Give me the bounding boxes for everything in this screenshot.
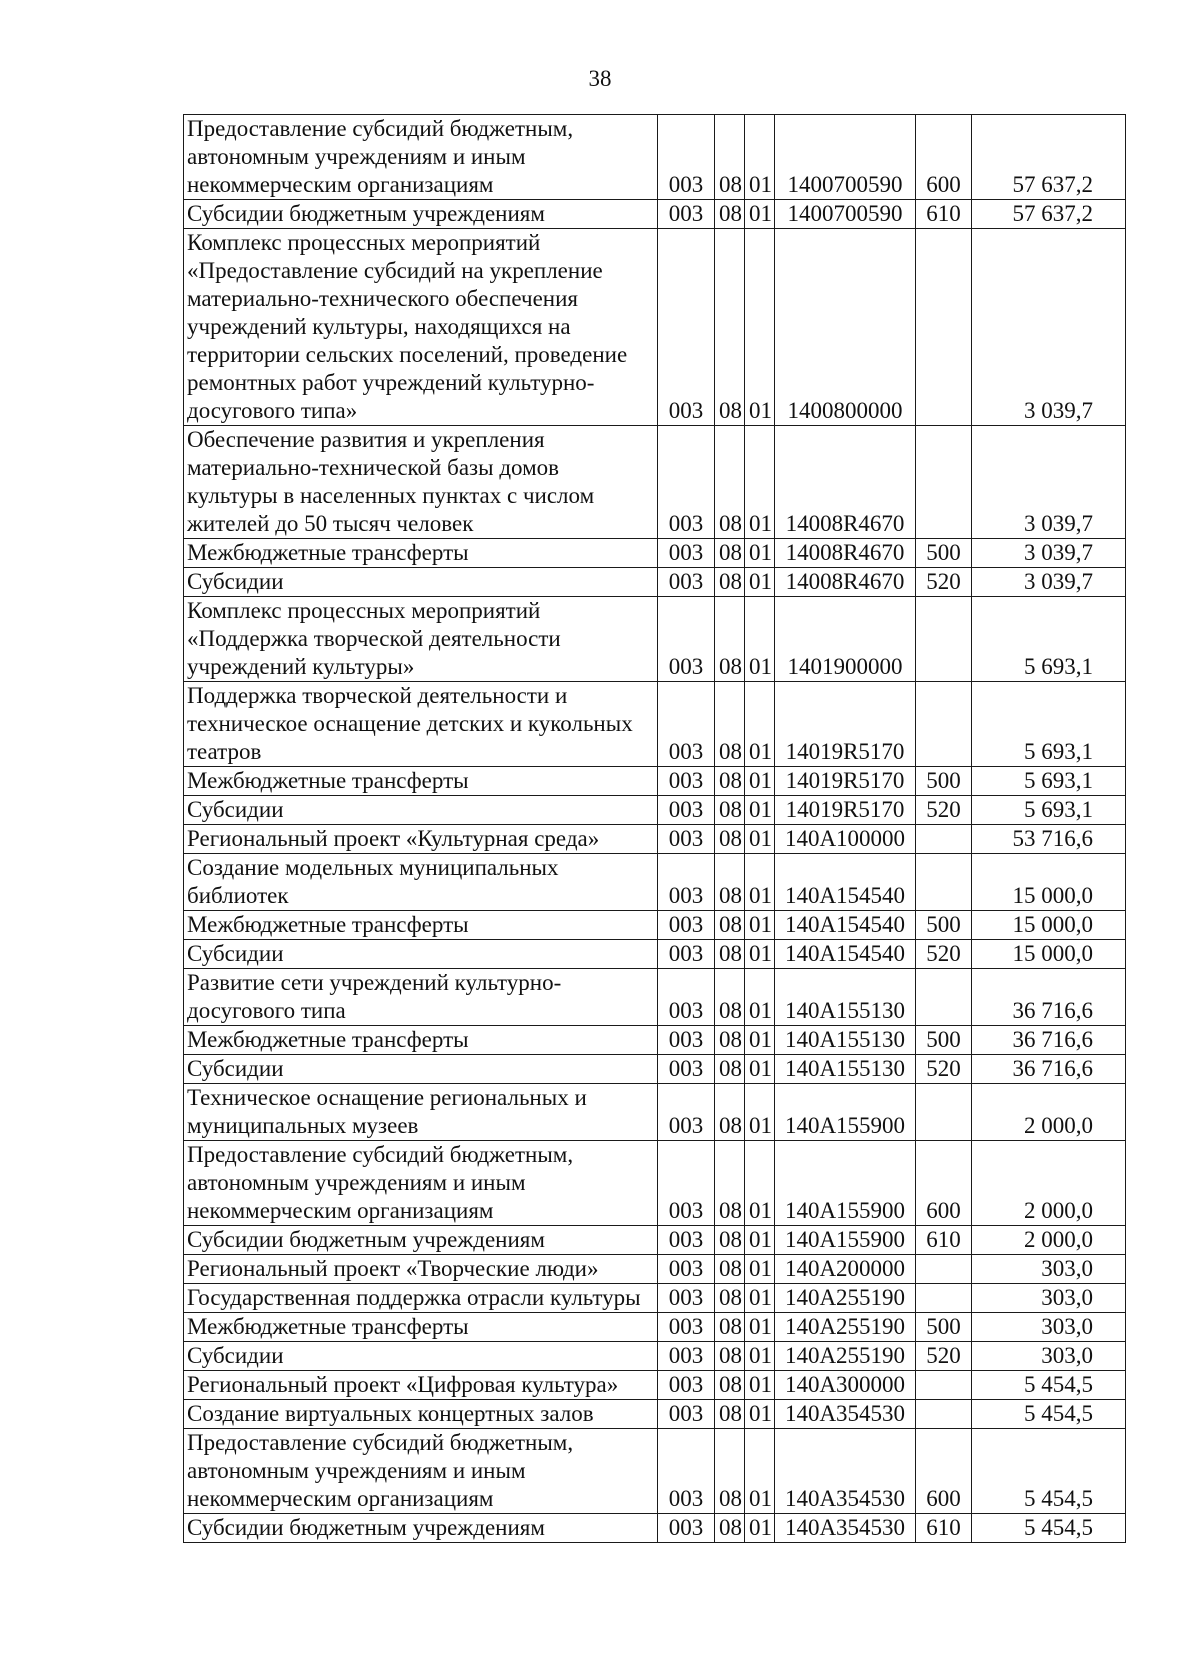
item-name-cell: Субсидии	[184, 568, 658, 597]
table-row	[184, 682, 1126, 767]
amount-cell: 2 000,0	[972, 1141, 1126, 1226]
ministry-code-cell: 003	[658, 1226, 715, 1255]
item-name-cell: Субсидии бюджетным учреждениям	[184, 1514, 658, 1543]
target-article-cell: 140A100000	[775, 825, 916, 854]
table-row	[184, 1400, 1126, 1429]
item-name-cell: Предоставление субсидий бюджетным, автономным учреждениям и иным некоммерческим организациям	[184, 1429, 658, 1514]
target-article-cell: 1401900000	[775, 597, 916, 682]
ministry-code-cell: 003	[658, 1514, 715, 1543]
expense-type-cell	[916, 597, 972, 682]
item-name-cell: Субсидии бюджетным учреждениям	[184, 1226, 658, 1255]
ministry-code-cell: 003	[658, 1141, 715, 1226]
amount-cell: 15 000,0	[972, 854, 1126, 911]
subsection-code-cell: 01	[745, 1226, 775, 1255]
ministry-code-cell: 003	[658, 1313, 715, 1342]
item-name-cell: Субсидии	[184, 940, 658, 969]
subsection-code-cell: 01	[745, 1084, 775, 1141]
expense-type-cell	[916, 229, 972, 426]
table-row	[184, 1226, 1126, 1255]
subsection-code-cell: 01	[745, 426, 775, 539]
subsection-code-cell: 01	[745, 854, 775, 911]
section-code-cell: 08	[715, 796, 745, 825]
item-name-cell: Субсидии	[184, 1055, 658, 1084]
item-name-cell: Комплекс процессных мероприятий «Предоставление субсидий на укрепление материально-технического обеспечения учреждений культуры, находящихся на территории сельских поселений, проведение ремонтных работ учреждений культурно-досугового типа»	[184, 229, 658, 426]
expense-type-cell: 500	[916, 1026, 972, 1055]
amount-cell: 5 454,5	[972, 1371, 1126, 1400]
target-article-cell: 140A155130	[775, 1055, 916, 1084]
amount-cell: 303,0	[972, 1255, 1126, 1284]
section-code-cell: 08	[715, 1514, 745, 1543]
expense-type-cell: 500	[916, 911, 972, 940]
subsection-code-cell: 01	[745, 796, 775, 825]
expense-type-cell: 520	[916, 1055, 972, 1084]
item-name-cell: Межбюджетные трансферты	[184, 1313, 658, 1342]
target-article-cell: 140A155130	[775, 1026, 916, 1055]
table-row	[184, 1313, 1126, 1342]
subsection-code-cell: 01	[745, 682, 775, 767]
table-row	[184, 1371, 1126, 1400]
expense-type-cell	[916, 1400, 972, 1429]
section-code-cell: 08	[715, 539, 745, 568]
section-code-cell: 08	[715, 426, 745, 539]
amount-cell: 36 716,6	[972, 1026, 1126, 1055]
item-name-cell: Создание модельных муниципальных библиотек	[184, 854, 658, 911]
ministry-code-cell: 003	[658, 539, 715, 568]
section-code-cell: 08	[715, 229, 745, 426]
target-article-cell: 14019R5170	[775, 682, 916, 767]
section-code-cell: 08	[715, 1400, 745, 1429]
item-name-cell: Региональный проект «Культурная среда»	[184, 825, 658, 854]
page-number: 38	[588, 66, 612, 91]
subsection-code-cell: 01	[745, 1055, 775, 1084]
expense-type-cell	[916, 854, 972, 911]
amount-cell: 5 693,1	[972, 597, 1126, 682]
section-code-cell: 08	[715, 1313, 745, 1342]
section-code-cell: 08	[715, 1255, 745, 1284]
section-code-cell: 08	[715, 1342, 745, 1371]
table-row	[184, 200, 1126, 229]
amount-cell: 2 000,0	[972, 1084, 1126, 1141]
budget-table-body	[184, 115, 1126, 1543]
amount-cell: 303,0	[972, 1313, 1126, 1342]
expense-type-cell: 500	[916, 1313, 972, 1342]
item-name-cell: Субсидии	[184, 1342, 658, 1371]
target-article-cell: 1400700590	[775, 115, 916, 200]
ministry-code-cell: 003	[658, 1400, 715, 1429]
expense-type-cell	[916, 1371, 972, 1400]
subsection-code-cell: 01	[745, 1371, 775, 1400]
table-row	[184, 229, 1126, 426]
target-article-cell: 14008R4670	[775, 539, 916, 568]
table-row	[184, 767, 1126, 796]
expense-type-cell: 520	[916, 568, 972, 597]
ministry-code-cell: 003	[658, 825, 715, 854]
subsection-code-cell: 01	[745, 229, 775, 426]
subsection-code-cell: 01	[745, 1141, 775, 1226]
subsection-code-cell: 01	[745, 1313, 775, 1342]
amount-cell: 3 039,7	[972, 539, 1126, 568]
section-code-cell: 08	[715, 940, 745, 969]
item-name-cell: Межбюджетные трансферты	[184, 1026, 658, 1055]
target-article-cell: 140A154540	[775, 940, 916, 969]
subsection-code-cell: 01	[745, 940, 775, 969]
ministry-code-cell: 003	[658, 1026, 715, 1055]
target-article-cell: 140A155900	[775, 1226, 916, 1255]
target-article-cell: 140A200000	[775, 1255, 916, 1284]
target-article-cell: 140A255190	[775, 1313, 916, 1342]
amount-cell: 15 000,0	[972, 911, 1126, 940]
expense-type-cell: 600	[916, 115, 972, 200]
subsection-code-cell: 01	[745, 539, 775, 568]
expense-type-cell	[916, 682, 972, 767]
target-article-cell: 140A354530	[775, 1400, 916, 1429]
item-name-cell: Создание виртуальных концертных залов	[184, 1400, 658, 1429]
target-article-cell: 140A300000	[775, 1371, 916, 1400]
item-name-cell: Развитие сети учреждений культурно-досугового типа	[184, 969, 658, 1026]
ministry-code-cell: 003	[658, 115, 715, 200]
item-name-cell: Предоставление субсидий бюджетным, автономным учреждениям и иным некоммерческим организациям	[184, 1141, 658, 1226]
amount-cell: 5 693,1	[972, 767, 1126, 796]
amount-cell: 5 693,1	[972, 682, 1126, 767]
section-code-cell: 08	[715, 911, 745, 940]
table-row	[184, 825, 1126, 854]
section-code-cell: 08	[715, 1371, 745, 1400]
subsection-code-cell: 01	[745, 1284, 775, 1313]
amount-cell: 2 000,0	[972, 1226, 1126, 1255]
table-row	[184, 115, 1126, 200]
item-name-cell: Субсидии	[184, 796, 658, 825]
section-code-cell: 08	[715, 1429, 745, 1514]
target-article-cell: 140A155900	[775, 1084, 916, 1141]
item-name-cell: Межбюджетные трансферты	[184, 767, 658, 796]
ministry-code-cell: 003	[658, 200, 715, 229]
item-name-cell: Комплекс процессных мероприятий «Поддержка творческой деятельности учреждений культуры»	[184, 597, 658, 682]
item-name-cell: Предоставление субсидий бюджетным, автономным учреждениям и иным некоммерческим организациям	[184, 115, 658, 200]
section-code-cell: 08	[715, 969, 745, 1026]
section-code-cell: 08	[715, 1141, 745, 1226]
item-name-cell: Техническое оснащение региональных и муниципальных музеев	[184, 1084, 658, 1141]
ministry-code-cell: 003	[658, 1255, 715, 1284]
table-row	[184, 1284, 1126, 1313]
ministry-code-cell: 003	[658, 568, 715, 597]
expense-type-cell: 600	[916, 1141, 972, 1226]
section-code-cell: 08	[715, 854, 745, 911]
subsection-code-cell: 01	[745, 200, 775, 229]
expense-type-cell: 520	[916, 1342, 972, 1371]
table-row	[184, 911, 1126, 940]
expense-type-cell: 500	[916, 539, 972, 568]
target-article-cell: 140A155900	[775, 1141, 916, 1226]
ministry-code-cell: 003	[658, 1055, 715, 1084]
table-row	[184, 597, 1126, 682]
item-name-cell: Региональный проект «Цифровая культура»	[184, 1371, 658, 1400]
amount-cell: 3 039,7	[972, 568, 1126, 597]
target-article-cell: 14008R4670	[775, 568, 916, 597]
expense-type-cell	[916, 969, 972, 1026]
subsection-code-cell: 01	[745, 1255, 775, 1284]
subsection-code-cell: 01	[745, 1429, 775, 1514]
ministry-code-cell: 003	[658, 682, 715, 767]
expense-type-cell: 520	[916, 940, 972, 969]
section-code-cell: 08	[715, 767, 745, 796]
table-row	[184, 1084, 1126, 1141]
section-code-cell: 08	[715, 568, 745, 597]
ministry-code-cell: 003	[658, 911, 715, 940]
table-row	[184, 568, 1126, 597]
subsection-code-cell: 01	[745, 115, 775, 200]
table-row	[184, 796, 1126, 825]
section-code-cell: 08	[715, 1026, 745, 1055]
section-code-cell: 08	[715, 1055, 745, 1084]
amount-cell: 303,0	[972, 1342, 1126, 1371]
ministry-code-cell: 003	[658, 597, 715, 682]
ministry-code-cell: 003	[658, 1284, 715, 1313]
ministry-code-cell: 003	[658, 940, 715, 969]
target-article-cell: 140A354530	[775, 1514, 916, 1543]
item-name-cell: Поддержка творческой деятельности и техническое оснащение детских и кукольных театров	[184, 682, 658, 767]
subsection-code-cell: 01	[745, 767, 775, 796]
table-row	[184, 854, 1126, 911]
amount-cell: 5 454,5	[972, 1400, 1126, 1429]
amount-cell: 3 039,7	[972, 426, 1126, 539]
section-code-cell: 08	[715, 200, 745, 229]
item-name-cell: Субсидии бюджетным учреждениям	[184, 200, 658, 229]
subsection-code-cell: 01	[745, 1342, 775, 1371]
target-article-cell: 140A154540	[775, 854, 916, 911]
amount-cell: 36 716,6	[972, 1055, 1126, 1084]
ministry-code-cell: 003	[658, 969, 715, 1026]
target-article-cell: 14019R5170	[775, 796, 916, 825]
target-article-cell: 140A354530	[775, 1429, 916, 1514]
expense-type-cell	[916, 1284, 972, 1313]
section-code-cell: 08	[715, 825, 745, 854]
table-row	[184, 940, 1126, 969]
target-article-cell: 1400800000	[775, 229, 916, 426]
item-name-cell: Государственная поддержка отрасли культуры	[184, 1284, 658, 1313]
amount-cell: 5 454,5	[972, 1514, 1126, 1543]
ministry-code-cell: 003	[658, 767, 715, 796]
target-article-cell: 140A155130	[775, 969, 916, 1026]
item-name-cell: Межбюджетные трансферты	[184, 539, 658, 568]
expense-type-cell: 610	[916, 1514, 972, 1543]
subsection-code-cell: 01	[745, 1026, 775, 1055]
amount-cell: 57 637,2	[972, 115, 1126, 200]
section-code-cell: 08	[715, 1284, 745, 1313]
subsection-code-cell: 01	[745, 1400, 775, 1429]
table-row	[184, 426, 1126, 539]
amount-cell: 15 000,0	[972, 940, 1126, 969]
section-code-cell: 08	[715, 1084, 745, 1141]
amount-cell: 5 454,5	[972, 1429, 1126, 1514]
item-name-cell: Межбюджетные трансферты	[184, 911, 658, 940]
target-article-cell: 1400700590	[775, 200, 916, 229]
ministry-code-cell: 003	[658, 229, 715, 426]
ministry-code-cell: 003	[658, 426, 715, 539]
section-code-cell: 08	[715, 597, 745, 682]
expense-type-cell: 520	[916, 796, 972, 825]
target-article-cell: 140A255190	[775, 1342, 916, 1371]
amount-cell: 303,0	[972, 1284, 1126, 1313]
subsection-code-cell: 01	[745, 969, 775, 1026]
ministry-code-cell: 003	[658, 1429, 715, 1514]
subsection-code-cell: 01	[745, 1514, 775, 1543]
amount-cell: 36 716,6	[972, 969, 1126, 1026]
section-code-cell: 08	[715, 115, 745, 200]
item-name-cell: Региональный проект «Творческие люди»	[184, 1255, 658, 1284]
amount-cell: 53 716,6	[972, 825, 1126, 854]
subsection-code-cell: 01	[745, 825, 775, 854]
budget-table	[183, 114, 1126, 1543]
subsection-code-cell: 01	[745, 597, 775, 682]
section-code-cell: 08	[715, 682, 745, 767]
table-row	[184, 539, 1126, 568]
ministry-code-cell: 003	[658, 1342, 715, 1371]
section-code-cell: 08	[715, 1226, 745, 1255]
target-article-cell: 14019R5170	[775, 767, 916, 796]
table-row	[184, 1429, 1126, 1514]
expense-type-cell: 610	[916, 200, 972, 229]
table-row	[184, 1141, 1126, 1226]
target-article-cell: 14008R4670	[775, 426, 916, 539]
table-row	[184, 1055, 1126, 1084]
target-article-cell: 140A154540	[775, 911, 916, 940]
amount-cell: 3 039,7	[972, 229, 1126, 426]
item-name-cell: Обеспечение развития и укрепления материально-технической базы домов культуры в населенных пунктах с числом жителей до 50 тысяч человек	[184, 426, 658, 539]
expense-type-cell	[916, 825, 972, 854]
ministry-code-cell: 003	[658, 1371, 715, 1400]
amount-cell: 57 637,2	[972, 200, 1126, 229]
table-row	[184, 1514, 1126, 1543]
expense-type-cell: 610	[916, 1226, 972, 1255]
target-article-cell: 140A255190	[775, 1284, 916, 1313]
table-row	[184, 1255, 1126, 1284]
ministry-code-cell: 003	[658, 796, 715, 825]
amount-cell: 5 693,1	[972, 796, 1126, 825]
expense-type-cell	[916, 1084, 972, 1141]
ministry-code-cell: 003	[658, 1084, 715, 1141]
expense-type-cell	[916, 426, 972, 539]
table-row	[184, 969, 1126, 1026]
subsection-code-cell: 01	[745, 911, 775, 940]
expense-type-cell	[916, 1255, 972, 1284]
table-row	[184, 1026, 1126, 1055]
expense-type-cell: 500	[916, 767, 972, 796]
expense-type-cell: 600	[916, 1429, 972, 1514]
ministry-code-cell: 003	[658, 854, 715, 911]
subsection-code-cell: 01	[745, 568, 775, 597]
table-row	[184, 1342, 1126, 1371]
